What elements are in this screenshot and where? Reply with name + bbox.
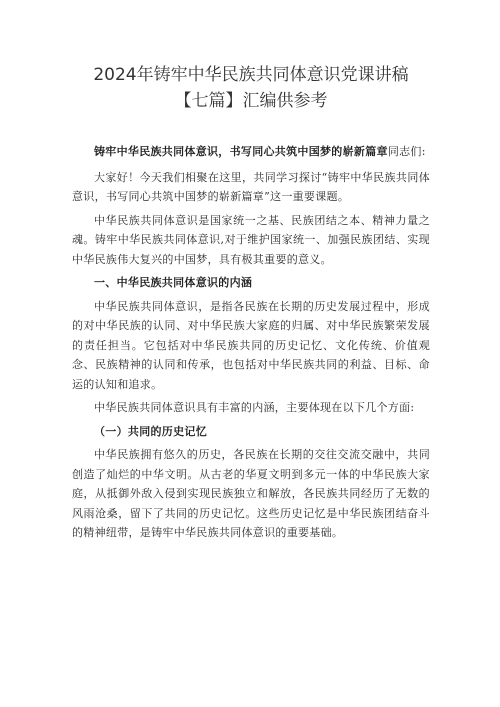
document-body <box>72 142 430 543</box>
paragraph-2: 中华民族共同体意识是国家统一之基、民族团结之本、精神力量之魂。铸牢中华民族共同体意识,对于维护国家统一、加强民族团结、实现中华民族伟大复兴的中国梦，具有极其重要的意义。 <box>72 213 430 266</box>
section1-paragraph-2: 中华民族共同体意识具有丰富的内涵，主要体现在以下几个方面: <box>94 401 415 414</box>
greeting: 同志们: <box>387 145 426 158</box>
subtitle: 铸牢中华民族共同体意识，书写同心共筑中国梦的崭新篇章 <box>94 145 388 158</box>
document-title: 2024年铸牢中华民族共同体意识党课讲稿【七篇】汇编供参考 <box>93 65 409 111</box>
subsection-heading-1: （一）共同的历史记忆 <box>94 424 207 438</box>
paragraph-1: 大家好！今天我们相聚在这里，共同学习探讨“铸牢中华民族共同体意识，书写同心共筑中国梦的崭新篇章”这一重要课题。 <box>72 170 430 203</box>
subtitle-line <box>72 142 430 162</box>
section-heading-1: 一、中华民族共同体意识的内涵 <box>94 276 253 289</box>
section1-paragraph-1: 中华民族共同体意识，是指各民族在长期的历史发展过程中，形成的对中华民族的认同、对中华民族大家庭的归属、对中华民族繁荣发展的责任担当。它包括对中华民族共同的历史记忆、文化传统、价值观念、民族精神的认同和传承，也包括对中华民族共同的利益、目标、命运的认知和追求。 <box>72 299 430 391</box>
subsection1-paragraph: 中华民族拥有悠久的历史，各民族在长期的交往交流交融中，共同创造了灿烂的中华文明。从古老的华夏文明到多元一体的中华民族大家庭，从抵御外敌入侵到实现民族独立和解放，各民族共同经历了无数的风雨沧桑，留下了共同的历史记忆。这些历史记忆是中华民族团结奋斗的精神纽带，是铸牢中华民族共同体意识的重要基础。 <box>72 448 430 539</box>
